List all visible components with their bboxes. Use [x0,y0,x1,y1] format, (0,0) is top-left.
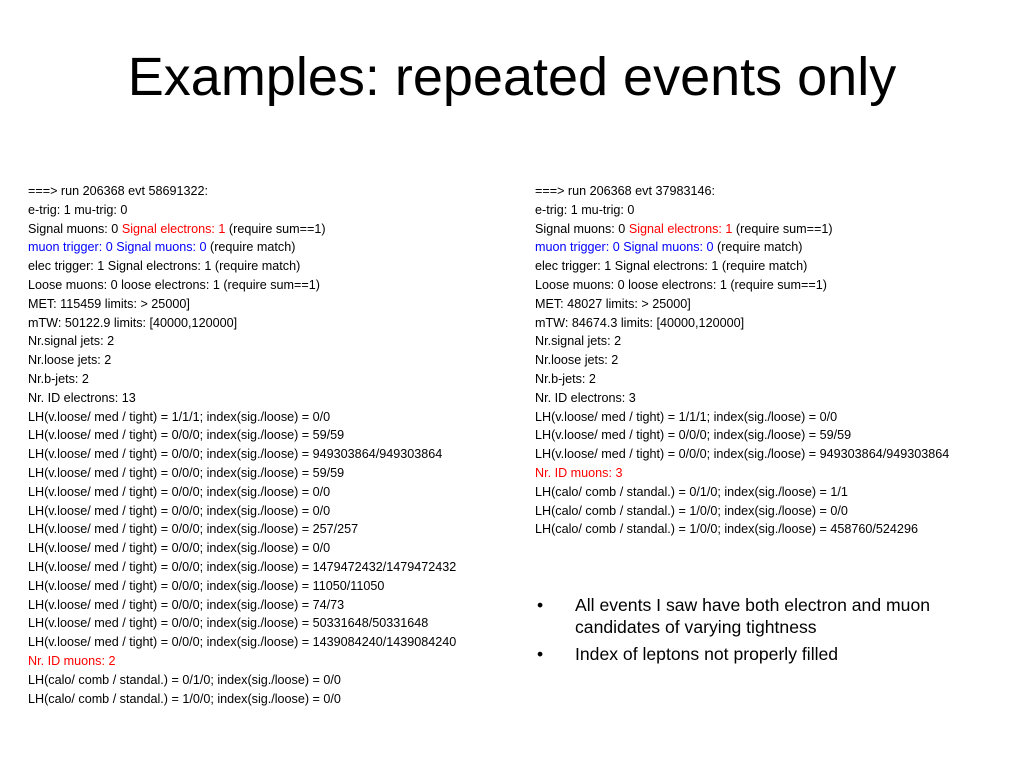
right-event-log [535,182,1005,539]
lh-line: LH(v.loose/ med / tight) = 0/0/0; index(sig./loose) = 1439084240/1439084240 [28,635,457,650]
require-match-text: (require match) [206,240,296,255]
bullet-text: Index of leptons not properly filled [575,644,839,664]
bjets-line: Nr.b-jets: 2 [28,371,89,386]
bullet-item [535,643,1005,665]
lh-line: LH(v.loose/ med / tight) = 0/0/0; index(sig./loose) = 257/257 [28,522,359,537]
lh-line: LH(v.loose/ med / tight) = 0/0/0; index(sig./loose) = 59/59 [535,428,852,443]
lh-line: LH(v.loose/ med / tight) = 0/0/0; index(sig./loose) = 0/0 [28,541,331,556]
elec-trigger-line: elec trigger: 1 Signal electrons: 1 (require match) [28,259,301,274]
lh-line: LH(v.loose/ med / tight) = 0/0/0; index(sig./loose) = 11050/11050 [28,578,385,593]
bullet-text: All events I saw have both electron and muon candidates of varying tightness [575,595,931,637]
require-sum-text: (require sum==1) [225,221,326,236]
lh-line: LH(v.loose/ med / tight) = 0/0/0; index(sig./loose) = 59/59 [28,465,345,480]
lh-line: LH(v.loose/ med / tight) = 0/0/0; index(sig./loose) = 0/0 [28,484,331,499]
trigger-line: e-trig: 1 mu-trig: 0 [535,202,635,217]
muon-trigger-line [535,238,1005,257]
signal-leptons-line [28,220,528,239]
bullet-list [535,594,1005,670]
met-line: MET: 115459 limits: > 25000] [28,296,190,311]
calo-line: LH(calo/ comb / standal.) = 1/0/0; index(sig./loose) = 0/0 [28,691,341,706]
id-electrons-line: Nr. ID electrons: 3 [535,390,636,405]
bullet-item [535,594,1005,638]
calo-line: LH(calo/ comb / standal.) = 1/0/0; index(sig./loose) = 0/0 [535,503,848,518]
lh-line: LH(v.loose/ med / tight) = 0/0/0; index(sig./loose) = 949303864/949303864 [28,447,443,462]
bullet-marker: • [537,644,544,664]
lh-line: LH(v.loose/ med / tight) = 0/0/0; index(sig./loose) = 59/59 [28,428,345,443]
calo-line: LH(calo/ comb / standal.) = 0/1/0; index(sig./loose) = 0/0 [28,672,341,687]
lh-line: LH(v.loose/ med / tight) = 0/0/0; index(sig./loose) = 50331648/50331648 [28,616,429,631]
muon-trigger-line [28,238,528,257]
event-header: ===> run 206368 evt 58691322: [28,184,208,198]
event-header: ===> run 206368 evt 37983146: [535,184,715,198]
lh-line: LH(v.loose/ med / tight) = 0/0/0; index(sig./loose) = 949303864/949303864 [535,447,950,462]
trigger-line: e-trig: 1 mu-trig: 0 [28,202,128,217]
signal-leptons-line [535,220,1005,239]
lh-line: LH(v.loose/ med / tight) = 0/0/0; index(sig./loose) = 74/73 [28,597,345,612]
muon-trigger-highlight: muon trigger: 0 Signal muons: 0 [535,240,714,255]
signal-muons-text: Signal muons: 0 [535,221,629,236]
calo-line: LH(calo/ comb / standal.) = 0/1/0; index(sig./loose) = 1/1 [535,484,848,499]
id-electrons-line: Nr. ID electrons: 13 [28,390,136,405]
signal-muons-text: Signal muons: 0 [28,221,122,236]
signal-jets-line: Nr.signal jets: 2 [535,334,622,349]
mtw-line: mTW: 84674.3 limits: [40000,120000] [535,315,745,330]
lh-line: LH(v.loose/ med / tight) = 1/1/1; index(sig./loose) = 0/0 [535,409,838,424]
bullet-marker: • [537,595,544,615]
id-muons-line: Nr. ID muons: 3 [535,465,623,480]
loose-jets-line: Nr.loose jets: 2 [28,353,112,368]
bjets-line: Nr.b-jets: 2 [535,371,596,386]
signal-jets-line: Nr.signal jets: 2 [28,334,115,349]
require-sum-text: (require sum==1) [732,221,833,236]
mtw-line: mTW: 50122.9 limits: [40000,120000] [28,315,238,330]
signal-electrons-highlight: Signal electrons: 1 [121,221,226,236]
calo-line: LH(calo/ comb / standal.) = 1/0/0; index(sig./loose) = 458760/524296 [535,522,918,537]
lh-line: LH(v.loose/ med / tight) = 0/0/0; index(sig./loose) = 0/0 [28,503,331,518]
slide-title: Examples: repeated events only [127,47,897,107]
loose-leptons-line: Loose muons: 0 loose electrons: 1 (require sum==1) [28,277,320,292]
loose-jets-line: Nr.loose jets: 2 [535,353,619,368]
met-line: MET: 48027 limits: > 25000] [535,296,691,311]
loose-leptons-line: Loose muons: 0 loose electrons: 1 (require sum==1) [535,277,827,292]
id-muons-line: Nr. ID muons: 2 [28,653,116,668]
signal-electrons-highlight: Signal electrons: 1 [628,221,733,236]
muon-trigger-highlight: muon trigger: 0 Signal muons: 0 [28,240,207,255]
elec-trigger-line: elec trigger: 1 Signal electrons: 1 (require match) [535,259,808,274]
require-match-text: (require match) [713,240,803,255]
lh-line: LH(v.loose/ med / tight) = 1/1/1; index(sig./loose) = 0/0 [28,409,331,424]
left-event-log [28,182,528,708]
lh-line: LH(v.loose/ med / tight) = 0/0/0; index(sig./loose) = 1479472432/1479472432 [28,559,457,574]
